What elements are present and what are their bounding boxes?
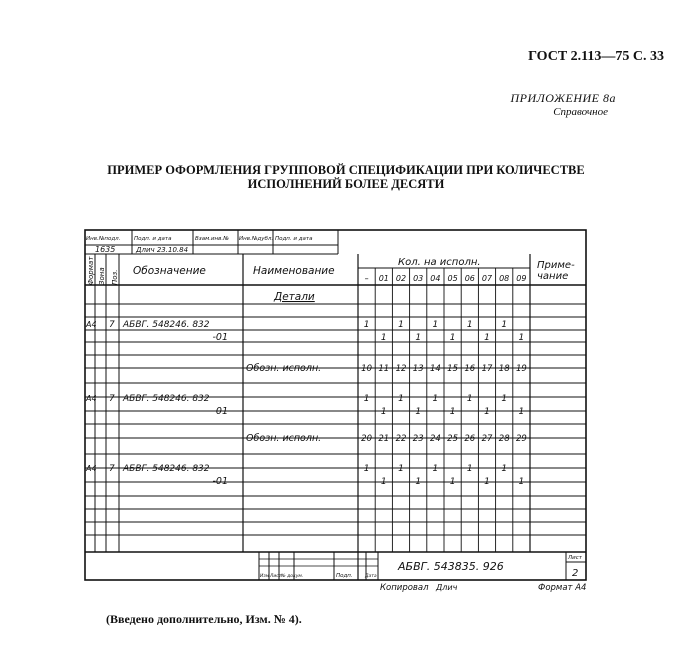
row-designation: АБВГ. 548246. 832 — [123, 464, 210, 474]
qty-mark: 1 — [449, 407, 456, 417]
variant-number: 29 — [515, 434, 527, 444]
variant-number: 28 — [498, 434, 510, 444]
qty-mark: 1 — [466, 394, 473, 404]
qty-col-header: 08 — [499, 274, 510, 283]
qty-mark: 1 — [398, 320, 404, 330]
stamp-label-sign-date: Подп. и дата — [134, 236, 172, 242]
qty-mark: 1 — [363, 394, 370, 404]
qty-mark: 1 — [432, 394, 439, 404]
qty-mark: 1 — [380, 407, 387, 417]
variant-label: Обозн. исполн. — [246, 433, 322, 444]
stamp-label-inv: Инв.№подл. — [86, 236, 121, 242]
stamp-bottom-izm: Изм — [260, 574, 270, 579]
form-frame — [85, 230, 586, 580]
qty-mark: 1 — [363, 320, 370, 330]
appendix-note: Справочное — [553, 106, 608, 118]
col-name: Наименование — [253, 265, 335, 277]
qty-mark: 1 — [398, 394, 404, 404]
qty-mark: 1 — [380, 477, 387, 487]
row-position: 7 — [109, 464, 115, 474]
variant-number: 11 — [378, 364, 390, 374]
col-designation: Обозначение — [133, 265, 206, 277]
qty-col-header: 04 — [430, 274, 441, 283]
qty-col-header: 05 — [447, 274, 458, 283]
variant-number: 17 — [481, 364, 493, 374]
variant-number: 15 — [447, 364, 459, 374]
qty-mark: 1 — [484, 407, 490, 417]
variant-number: 24 — [429, 434, 441, 444]
form-grid — [85, 230, 586, 580]
variant-number: 20 — [361, 434, 373, 444]
row-designation: АБВГ. 548246. 832 — [123, 320, 210, 330]
row-variant: -01 — [212, 406, 228, 417]
qty-col-header: – — [364, 274, 369, 283]
variant-number: 23 — [412, 434, 424, 444]
qty-mark: 1 — [415, 407, 422, 417]
col-note-line1: Приме- — [537, 260, 575, 271]
col-pos: Поз. — [111, 269, 119, 285]
qty-col-header: 07 — [481, 274, 493, 283]
qty-col-header: 01 — [378, 274, 389, 283]
qty-mark: 1 — [466, 464, 473, 474]
qty-mark: 1 — [449, 477, 456, 487]
col-note-line2: чание — [537, 271, 569, 282]
qty-mark: 1 — [501, 320, 508, 330]
variant-number: 19 — [515, 364, 527, 374]
section-title: Детали — [274, 291, 315, 303]
qty-col-header: 06 — [464, 274, 475, 283]
qty-mark: 1 — [415, 333, 422, 343]
col-format: Формат — [87, 256, 95, 285]
title-line-2: ИСПОЛНЕНИЙ БОЛЕЕ ДЕСЯТИ — [247, 177, 445, 191]
variant-number: 12 — [395, 364, 407, 374]
qty-mark: 1 — [380, 333, 387, 343]
row-format: А4 — [86, 394, 97, 403]
document-number: АБВГ. 543835. 926 — [398, 560, 504, 573]
row-variant: -01 — [212, 332, 228, 343]
variant-label: Обозн. исполн. — [246, 363, 322, 374]
qty-col-header: 03 — [413, 274, 424, 283]
row-lines — [85, 304, 586, 535]
qty-mark: 1 — [449, 333, 456, 343]
page-header: ГОСТ 2.113—75 С. 33 — [528, 49, 664, 64]
qty-mark: 1 — [518, 407, 525, 417]
table-body — [85, 320, 527, 487]
qty-mark: 1 — [398, 464, 404, 474]
row-designation: АБВГ. 548246. 832 — [123, 394, 210, 404]
qty-mark: 1 — [432, 464, 439, 474]
stamp-bottom-docnum: № докум. — [281, 574, 304, 579]
sheet-number: 2 — [572, 568, 579, 579]
stamp-inv-number: 1635 — [95, 245, 116, 254]
stamp-label-dup: Инв.№дубл. — [239, 236, 274, 242]
title-line-1: ПРИМЕР ОФОРМЛЕНИЯ ГРУППОВОЙ СПЕЦИФИКАЦИИ ПРИ КОЛИЧЕСТВЕ — [107, 163, 585, 177]
variant-number: 10 — [361, 364, 373, 374]
variant-number: 21 — [378, 434, 390, 444]
qty-mark: 1 — [363, 464, 370, 474]
stamp-signature-date: Длич 23.10.84 — [136, 246, 189, 254]
variant-number: 14 — [429, 364, 441, 374]
stamp-bottom-sign: Подп. — [336, 573, 353, 579]
format-label: Формат А4 — [538, 583, 587, 593]
qty-mark: 1 — [432, 320, 439, 330]
variant-number: 25 — [447, 434, 459, 444]
qty-mark: 1 — [484, 333, 490, 343]
variant-number: 18 — [498, 364, 510, 374]
stamp-label-replace: Взам.инв.№ — [195, 236, 229, 242]
qty-col-header: 09 — [516, 274, 527, 283]
sheet-label: Лист — [568, 555, 582, 561]
qty-mark: 1 — [501, 394, 508, 404]
row-variant: -01 — [212, 476, 228, 487]
appendix-title: ПРИЛОЖЕНИЕ 8а — [510, 91, 616, 105]
copied-signature: Длич — [436, 583, 458, 592]
footer-note: (Введено дополнительно, Изм. № 4). — [106, 612, 302, 626]
qty-mark: 1 — [415, 477, 422, 487]
qty-col-header: 02 — [395, 274, 407, 283]
qty-column-headers — [365, 274, 527, 283]
col-zone: Зона — [98, 267, 106, 285]
variant-number: 26 — [464, 434, 476, 444]
qty-mark: 1 — [484, 477, 490, 487]
qty-mark: 1 — [466, 320, 473, 330]
qty-mark: 1 — [501, 464, 508, 474]
row-format: А4 — [86, 464, 97, 473]
stamp-bottom-sheet: Лист — [270, 574, 282, 579]
row-position: 7 — [109, 320, 115, 330]
qty-mark: 1 — [518, 333, 525, 343]
row-position: 7 — [109, 394, 115, 404]
variant-number: 13 — [412, 364, 424, 374]
copied-label: Копировал — [380, 583, 429, 593]
variant-number: 22 — [395, 434, 407, 444]
row-format: А4 — [86, 320, 97, 329]
variant-number: 16 — [464, 364, 476, 374]
stamp-bottom-date: Дата — [365, 574, 377, 579]
variant-number: 27 — [481, 434, 493, 444]
stamp-label-sign-date-2: Подп. и дата — [275, 236, 313, 242]
col-qty-header: Кол. на исполн. — [398, 257, 481, 268]
qty-mark: 1 — [518, 477, 525, 487]
